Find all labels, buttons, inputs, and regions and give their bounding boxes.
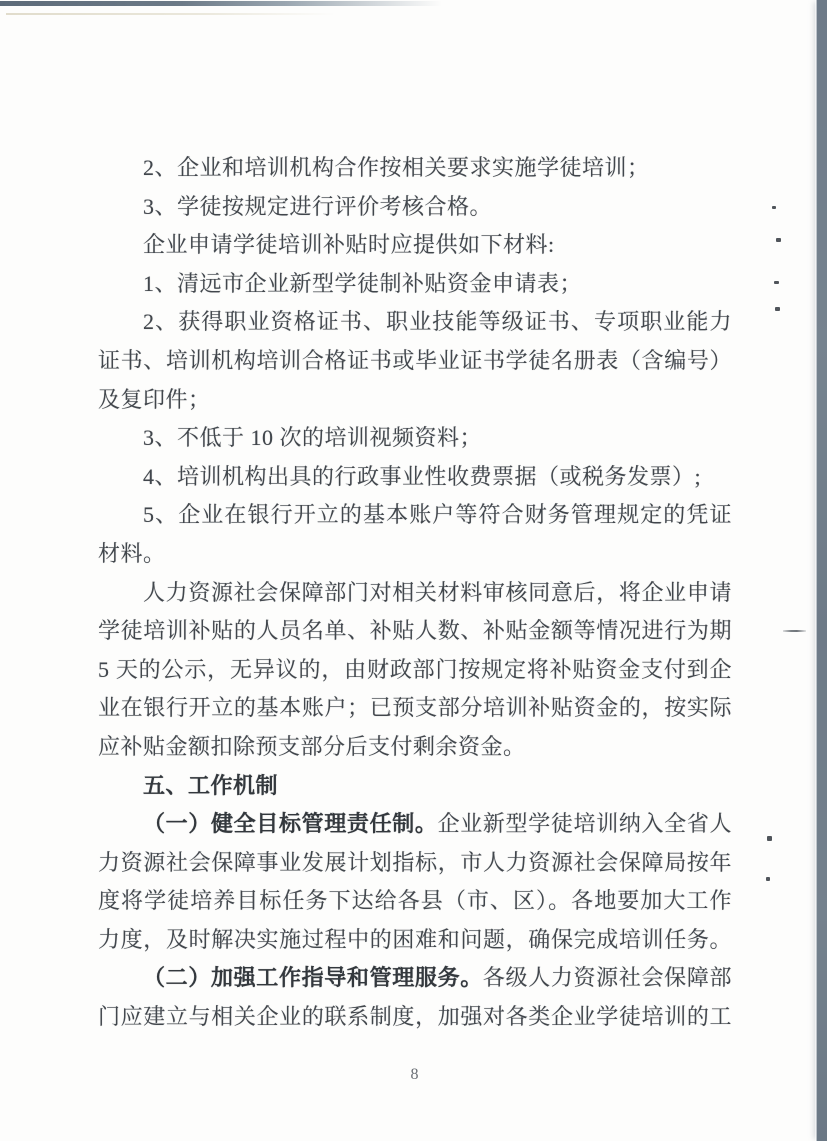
text-line xyxy=(98,882,732,921)
text-line xyxy=(98,998,732,1037)
bold-text-segment: （二）加强工作指导和管理服务。 xyxy=(143,965,483,991)
bold-text-segment: 五、工作机制 xyxy=(143,772,279,798)
scan-artifact-top-line-faint xyxy=(6,13,336,15)
text-line xyxy=(98,381,732,420)
text-segment: 1、清远市企业新型学徒制补贴资金申请表； xyxy=(143,270,583,296)
text-segment: 3、不低于 10 次的培训视频资料； xyxy=(143,425,483,451)
text-segment: 门应建立与相关企业的联系制度，加强对各类企业学徒培训的工 xyxy=(98,1004,732,1030)
text-line xyxy=(98,535,732,574)
text-segment: 4、培训机构出具的行政事业性收费票据（或税务发票）; xyxy=(143,463,702,489)
text-line xyxy=(98,651,732,690)
scan-speck xyxy=(775,307,780,311)
document-body xyxy=(98,149,732,1037)
text-segment: 2、企业和培训机构合作按相关要求实施学徒培训； xyxy=(143,155,650,180)
text-line xyxy=(98,342,732,381)
section-heading xyxy=(98,767,732,806)
text-line xyxy=(98,689,732,728)
text-line xyxy=(98,959,732,998)
text-segment: 证书、培训机构培训合格证书或毕业证书学徒名册表（含编号） xyxy=(98,347,732,373)
text-segment: 度将学徒培养目标任务下达给各县（市、区）。各地要加大工作 xyxy=(98,888,732,914)
text-line xyxy=(98,265,732,304)
text-line xyxy=(98,574,732,613)
text-line xyxy=(98,921,732,960)
text-segment: 人力资源社会保障部门对相关材料审核同意后，将企业申请 xyxy=(143,579,732,605)
text-line xyxy=(98,728,732,767)
text-line xyxy=(98,612,732,651)
text-line xyxy=(98,149,732,188)
text-segment: 5 天的公示，无异议的，由财政部门按规定将补贴资金支付到企 xyxy=(98,656,732,682)
text-segment: 企业新型学徒培训纳入全省人 xyxy=(437,811,732,837)
text-segment: 5、企业在银行开立的基本账户等符合财务管理规定的凭证 xyxy=(143,502,732,528)
text-segment: 应补贴金额扣除预支部分后支付剩余资金。 xyxy=(98,733,526,759)
scan-speck xyxy=(783,630,806,632)
scan-speck xyxy=(774,281,779,284)
text-segment: 力资源社会保障事业发展计划指标，市人力资源社会保障局按年 xyxy=(98,849,732,875)
text-line xyxy=(98,458,732,497)
text-line xyxy=(98,805,732,844)
text-segment: 业在银行开立的基本账户；已预支部分培训补贴资金的，按实际 xyxy=(98,695,732,721)
page-number: 8 xyxy=(410,1066,420,1083)
text-line xyxy=(98,844,732,883)
text-segment: 企业申请学徒培训补贴时应提供如下材料: xyxy=(143,232,555,258)
bold-text-segment: （一）健全目标管理责任制。 xyxy=(143,811,438,837)
text-segment: 及复印件； xyxy=(98,386,211,412)
text-line xyxy=(98,496,732,535)
scan-artifact-edge-band xyxy=(816,0,827,1141)
text-segment: 学徒培训补贴的人员名单、补贴人数、补贴金额等情况进行为期 xyxy=(98,618,732,644)
scan-speck xyxy=(766,877,770,881)
text-line xyxy=(98,188,732,227)
text-line xyxy=(98,303,732,342)
text-segment: 材料。 xyxy=(98,540,166,566)
text-segment: 2、获得职业资格证书、职业技能等级证书、专项职业能力 xyxy=(143,309,732,335)
text-line xyxy=(98,226,732,265)
scan-speck xyxy=(776,238,781,242)
scan-speck xyxy=(767,836,772,841)
text-segment: 力度，及时解决实施过程中的困难和问题，确保完成培训任务。 xyxy=(98,926,732,952)
text-segment: 各级人力资源社会保障部 xyxy=(482,965,732,991)
text-line xyxy=(98,419,732,458)
text-segment: 3、学徒按规定进行评价考核合格。 xyxy=(143,193,493,219)
scan-artifact-top-line xyxy=(0,1,520,6)
scan-speck xyxy=(772,206,776,209)
